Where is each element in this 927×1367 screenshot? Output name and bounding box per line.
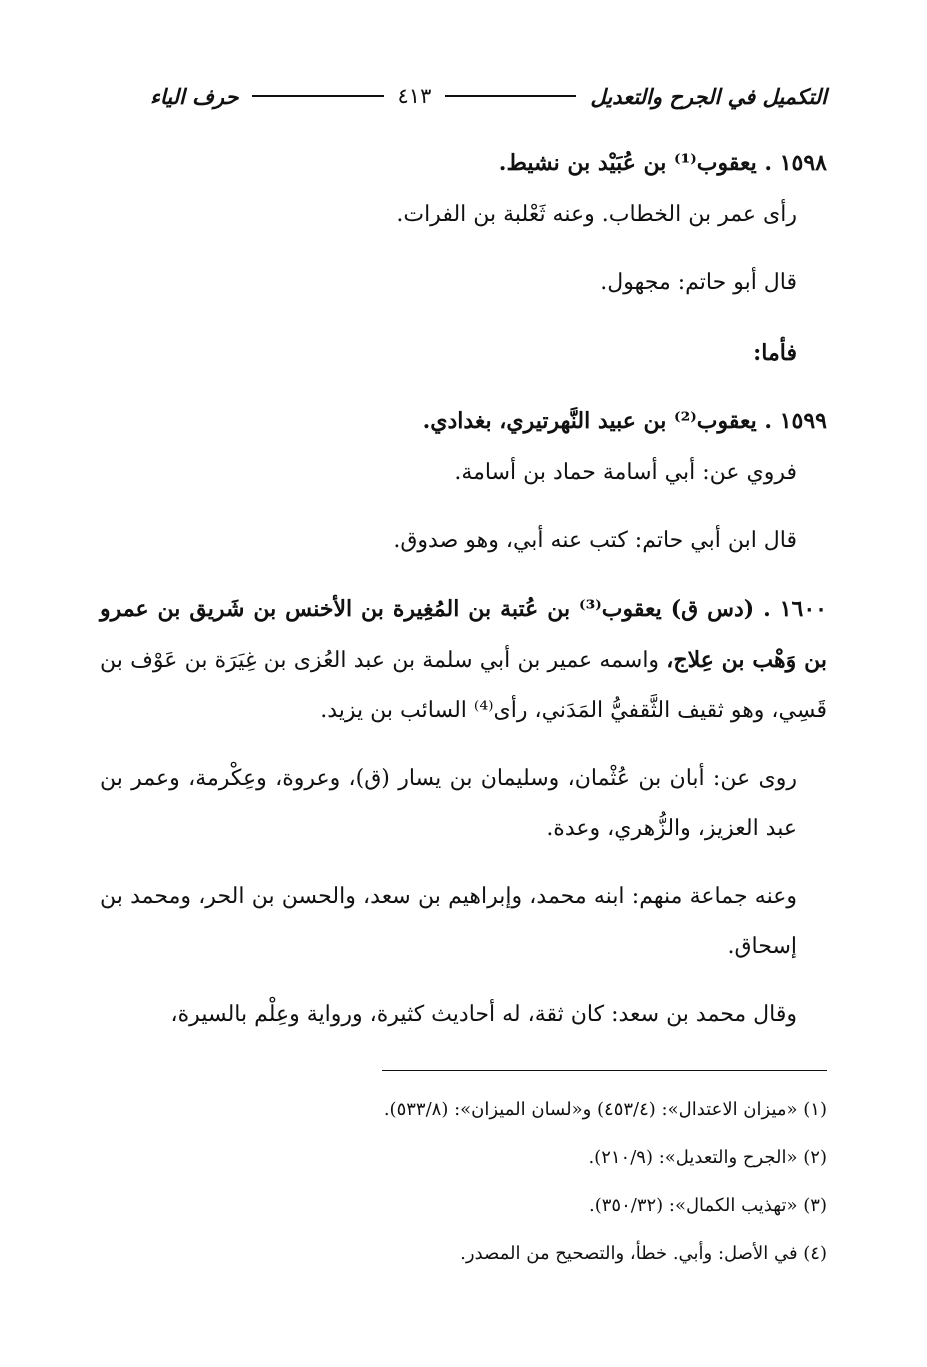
- entry-title: ١٥٩٩ . يعقوب⁽²⁾ بن عبيد النَّهرتيري، بغدادي.: [422, 408, 827, 434]
- page-number: ٤١٣: [397, 84, 432, 108]
- footnotes: [100, 1086, 827, 1278]
- book-title: التكميل في الجرح والتعديل: [590, 83, 827, 109]
- entry-1600-title: ١٦٠٠ . (دس ق) يعقوب⁽³⁾ بن عُتبة بن المُغِيرة بن الأخنس بن شَريق بن عمرو بن وَهْب بن عِلاج،: [100, 596, 827, 673]
- footnote-rule: [382, 1070, 827, 1071]
- entry-line: رأى عمر بن الخطاب. وعنه ثَعْلبة بن الفرات.: [396, 202, 797, 227]
- entry-paragraph: روى عن: أبان بن عُثْمان، وسليمان بن يسار (ق)، وعروة، وعِكْرمة، وعمر بن عبد العزيز، والزُّهري، وعدة.: [100, 766, 797, 841]
- entry-line: قال أبو حاتم: مجهول.: [600, 270, 797, 295]
- entry-paragraph: وعنه جماعة منهم: ابنه محمد، وإبراهيم بن سعد، والحسن بن الحر، ومحمد بن إسحاق.: [100, 884, 797, 959]
- footnote: (١) «ميزان الاعتدال»: (٤٥٣/٤) و«لسان الميزان»: (٥٣٣/٨).: [383, 1099, 827, 1120]
- footnote: (٣) «تهذيب الكمال»: (٣٥٠/٣٢).: [589, 1195, 827, 1216]
- entry-title: ١٥٩٨ . يعقوب⁽¹⁾ بن عُبَيْد بن نشيط.: [498, 150, 827, 176]
- running-header: [150, 76, 827, 116]
- footnote: (٤) في الأصل: وأبي. خطأ، والتصحيح من المصدر.: [460, 1243, 827, 1264]
- header-rule: [252, 95, 383, 97]
- header-rule: [445, 95, 576, 97]
- footnote: (٢) «الجرح والتعديل»: (٢١٠/٩).: [588, 1147, 827, 1168]
- section-label: فأما:: [753, 340, 797, 366]
- entry-paragraph: وقال محمد بن سعد: كان ثقة، له أحاديث كثيرة، ورواية وعِلْم بالسيرة،: [170, 1002, 797, 1027]
- entry-line: فروي عن: أبي أسامة حماد بن أسامة.: [454, 460, 797, 485]
- entry-line: قال ابن أبي حاتم: كتب عنه أبي، وهو صدوق.: [393, 528, 797, 553]
- page-body: [100, 136, 827, 1058]
- entry-1600-heading: [100, 584, 827, 736]
- entry-1600-lineage: واسمه عمير بن أبي سلمة بن عبد العُزى بن غِيَرَة بن عَوْف بن قَسِي، وهو ثقيف الثَّقفيُّ المَدَني، رأى⁽⁴⁾ السائب بن يزيد.: [100, 648, 827, 723]
- chapter-title: حرف الياء: [149, 83, 239, 109]
